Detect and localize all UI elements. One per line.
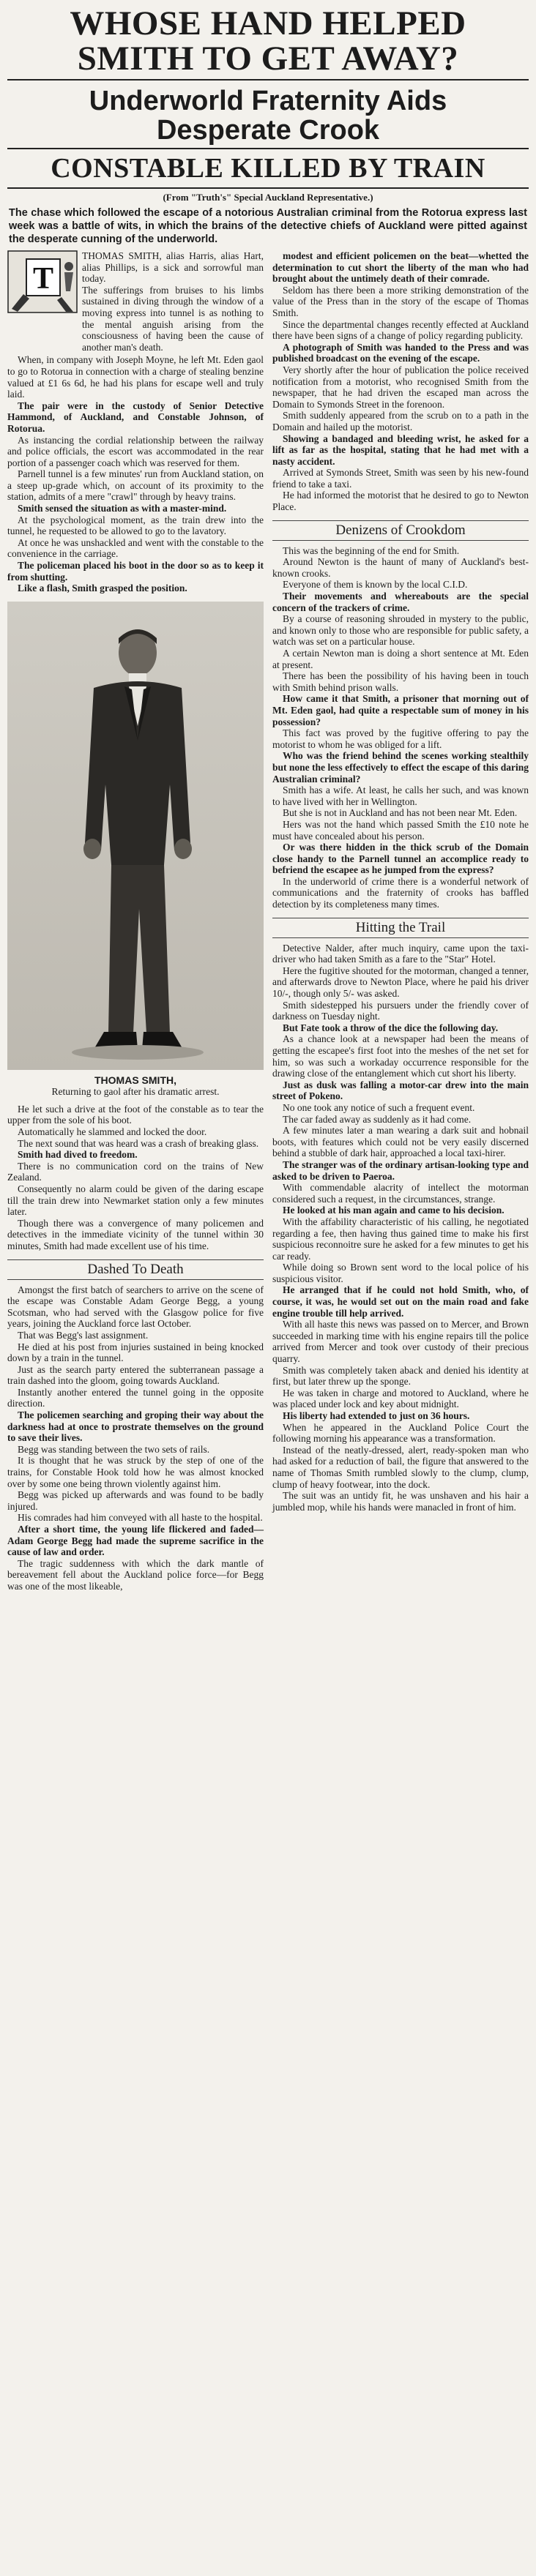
article-paragraph: Instantly another entered the tunnel going in the opposite direction. — [7, 1386, 264, 1409]
article-paragraph: Smith was completely taken aback and denied his identity at first, but later threw up the sponge. — [272, 1364, 529, 1388]
right-column-denizens-section — [272, 545, 529, 910]
third-headline: CONSTABLE KILLED BY TRAIN — [51, 153, 485, 184]
man-standing-illustration — [7, 602, 264, 1070]
left-column-paragraphs — [7, 354, 264, 594]
article-paragraph: Just as dusk was falling a motor-car drew into the main street of Pokeno. — [272, 1079, 529, 1102]
headline-line-1: WHOSE HAND HELPED — [70, 4, 466, 42]
article-paragraph: Smith sensed the situation as with a master-mind. — [18, 503, 227, 514]
article-paragraph: Their movements and whereabouts are the special concern of the trackers of crime. — [272, 591, 529, 613]
article-paragraph: By a course of reasoning shrouded in mystery to the public, and known only to those who are responsible for public safety, a watch was set on a particular house. — [272, 613, 529, 648]
article-paragraph: The stranger was of the ordinary artisan-looking type and asked to be driven to Paeroa. — [272, 1158, 529, 1182]
sub-headline — [7, 86, 529, 145]
article-paragraph: Very shortly after the hour of publication the police received notification from a motorist, who recognised Smith from the newspaper, that he had driven the escaped man across the Domain to Symonds Street in the forenoon. — [272, 364, 529, 410]
article-paragraph: His comrades had him conveyed with all haste to the hospital. — [18, 1512, 263, 1524]
article-paragraph: Around Newton is the haunt of many of Auckland's best-known crooks. — [272, 556, 529, 579]
article-paragraph: While doing so Brown sent word to the local police of his suspicious visitor. — [272, 1262, 529, 1284]
article-paragraph: A photograph of Smith was handed to the Press and was published broadcast on the evening of the escape. — [272, 341, 529, 364]
article-paragraph: No one took any notice of such a frequent event. — [283, 1101, 475, 1113]
article-paragraph: The car faded away as suddenly as it had come. — [283, 1113, 472, 1125]
article-paragraph: A few minutes later a man wearing a dark suit and hobnail boots, with features which could not be very easily discerned behind a stubble of dark hair, approached a local taxi-hirer. — [272, 1125, 529, 1159]
left-column-after-photo — [7, 1104, 264, 1252]
article-paragraph: Amongst the first batch of searchers to arrive on the scene of the escape was Constable Adam George Begg, a young Scotsman, who had served with the Glasgow police for five years, joining the Auckland force last October. — [7, 1284, 264, 1330]
article-paragraph: His liberty had extended to just on 36 hours. — [283, 1410, 470, 1421]
main-headline — [7, 6, 529, 76]
article-paragraph: He arranged that if he could not hold Smith, who, of course, it was, he would set out on the main road and fake engine trouble till help arrived. — [272, 1284, 529, 1319]
article-paragraph: Instead of the neatly-dressed, alert, ready-spoken man who had asked for a reduction of bail, the figure that answered to the name of Thomas Smith rumbled slowly to the clump, clump, clump of heavy footwear, into the dock. — [272, 1444, 529, 1490]
column-left — [7, 250, 264, 1592]
article-paragraph: A certain Newton man is doing a short sentence at Mt. Eden at present. — [272, 648, 529, 670]
article-paragraph: At the psychological moment, as the train drew into the tunnel, he requested to be allowed to go to the lavatory. — [7, 514, 264, 537]
article-paragraph: With commendable alacrity of intellect the motorman considered such a request, in the circumstances, strange. — [272, 1182, 529, 1205]
article-paragraph: With all haste this news was passed on to Mercer, and Brown succeeded in marking time with his engine repairs till the police arrived from Mercer and took over custody of their precious quarry. — [272, 1319, 529, 1365]
drop-cap-illustration — [7, 250, 78, 313]
article-paragraph: Like a flash, Smith grasped the position. — [18, 583, 187, 594]
subhead-hitting-the-trail: Hitting the Trail — [272, 918, 529, 938]
article-paragraph: The suit was an untidy fit, he was unshaven and his hair a jumbled mop, while his hands were manacled in front of him. — [272, 1490, 529, 1513]
left-column-dashed-section — [7, 1284, 264, 1592]
article-paragraph: But Fate took a throw of the dice the following day. — [283, 1022, 499, 1033]
article-paragraph: Automatically he slammed and locked the door. — [18, 1126, 207, 1137]
headline-rule — [7, 79, 529, 80]
article-paragraph: He had informed the motorist that he desired to go to Newton Place. — [272, 490, 529, 513]
article-paragraph: As instancing the cordial relationship between the railway and police officials, the escort was accommodated in the rear portion of a passenger coach which was reserved for them. — [7, 434, 264, 468]
article-paragraph: Everyone of them is known by the local C.I.D. — [283, 579, 468, 591]
article-paragraph: With the affability characteristic of his calling, he negotiated regarding a fee, then having thus gained time to make his first suspicious reconnoitre sure he asked for a few minutes to get his car ready. — [272, 1216, 529, 1262]
sub-headline-line-2: Desperate Crook — [156, 115, 380, 146]
article-paragraph: When he appeared in the Auckland Police Court the following morning his appearance was a transformation. — [272, 1421, 529, 1445]
article-paragraph: How came it that Smith, a prisoner that morning out of Mt. Eden gaol, had quite a respectable sum of money in his possession? — [272, 693, 529, 727]
article-paragraph: He let such a drive at the foot of the constable as to tear the upper from the sole of his boot. — [7, 1103, 264, 1126]
article-paragraph: Just as the search party entered the subterranean passage a train dashed into the gloom, going towards Auckland. — [7, 1363, 264, 1387]
article-paragraph: Showing a bandaged and bleeding wrist, he asked for a lift as far as the hospital, stating that he had met with a nasty accident. — [272, 433, 529, 467]
article-paragraph: In the underworld of crime there is a wonderful network of communications and the fraternity of crooks has baffled detection by its completeness many times. — [272, 875, 529, 910]
portrait-photo — [7, 602, 264, 1070]
article-paragraph: Here the fugitive shouted for the motorman, changed a tenner, and afterwards drove to Newton Place, where he paid his driver 10/-, though only 5/- was asked. — [272, 965, 529, 1000]
article-paragraph: Or was there hidden in the thick scrub of the Domain close handy to the Parnell tunnel an accomplice ready to befriend the escapee as he jumped from the express? — [272, 842, 529, 876]
byline: (From "Truth's" Special Auckland Representative.) — [163, 192, 373, 203]
article-paragraph: Arrived at Symonds Street, Smith was seen by his new-found friend to take a taxi. — [272, 467, 529, 490]
subhead-dashed-to-death: Dashed To Death — [7, 1259, 264, 1280]
article-paragraph: Detective Nalder, after much inquiry, came upon the taxi-driver who had taken Smith as a fare to the "Star" Hotel. — [272, 942, 529, 965]
article-paragraph: But she is not in Auckland and has not been near Mt. Eden. — [283, 807, 518, 819]
article-paragraph: He looked at his man again and came to his decision. — [283, 1205, 505, 1216]
article-paragraph: This fact was proved by the fugitive offering to pay the motorist to whom he was obliged for a lift. — [272, 727, 529, 750]
article-paragraph: Parnell tunnel is a few minutes' run from Auckland station, on a steep up-grade which, on account of its proximity to the station, admits of a mere "crawl" through by heavy trains. — [7, 468, 264, 503]
subhead-denizens-of-crookdom: Denizens of Crookdom — [272, 520, 529, 541]
article-paragraph: Begg was picked up afterwards and was found to be badly injured. — [7, 1489, 264, 1512]
standfirst: The chase which followed the escape of a notorious Australian criminal from the Rotorua express last week was a battle of wits, in which the brains of the detective chiefs of Auckland were pitted against the desperate cunning of the underworld. — [9, 207, 527, 245]
right-column-trail-section — [272, 943, 529, 1513]
article-paragraph: There is no communication cord on the trains of New Zealand. — [7, 1160, 264, 1183]
article-paragraph: At once he was unshackled and went with the constable to the convenience in the carriage. — [7, 536, 264, 560]
article-paragraph: That was Begg's last assignment. — [18, 1329, 149, 1341]
headline-line-2: SMITH TO GET AWAY? — [77, 40, 459, 78]
article-paragraph: As a chance look at a newspaper had been the means of getting the escapee's first foot into the meshes of the net set for him, so was such a workaday occurrence responsible for the drawing close of the entanglement which cut short his liberty. — [272, 1033, 529, 1079]
article-paragraph: Smith sidestepped his pursuers under the friendly cover of darkness on Tuesday night. — [272, 999, 529, 1022]
article-paragraph: He died at his post from injuries sustained in being knocked down by a train in the tunnel. — [7, 1341, 264, 1364]
article-paragraph: Who was the friend behind the scenes working stealthily but none the less effectively to effect the escape of this daring Australian criminal? — [272, 750, 529, 785]
article-paragraph: Consequently no alarm could be given of the daring escape till the train drew into Newmarket station only a few minutes later. — [7, 1183, 264, 1218]
article-paragraph: The sufferings from bruises to his limbs sustained in diving through the window of a moving express into tunnel is as nothing to the mental anguish arising from the consciousness of having been the cause of another man's death. — [82, 284, 264, 353]
article-paragraph: He was taken in charge and motored to Auckland, where he was placed under lock and key about midnight. — [272, 1387, 529, 1410]
article-paragraph: Smith had dived to freedom. — [18, 1149, 138, 1161]
drop-initial: T — [32, 262, 54, 296]
article-paragraph: Though there was a convergence of many policemen and detectives in the immediate vicinity of the tunnel within 30 minutes, Smith had made excellent use of his time. — [7, 1217, 264, 1251]
article-paragraph: It is thought that he was struck by the step of one of the trains, for Constable Hook told how he was almost knocked over by some one being thrown violently against him. — [7, 1455, 264, 1489]
article-paragraph: Seldom has there been a more striking demonstration of the value of the Press than in the story of the escape of Thomas Smith. — [272, 284, 529, 318]
drop-cap-block — [7, 250, 264, 353]
article-paragraph: There has been the possibility of his having been in touch with Smith behind prison walls. — [272, 670, 529, 693]
article-paragraph: The next sound that was heard was a crash of breaking glass. — [18, 1137, 259, 1149]
article-paragraph: Smith suddenly appeared from the scrub on to a path in the Domain and hailed up the motorist. — [272, 410, 529, 433]
article-paragraph: After a short time, the young life flickered and faded—Adam George Begg had made the supreme sacrifice in the cause of law and order. — [7, 1524, 264, 1558]
column-right — [272, 250, 529, 1592]
third-headline-rule — [7, 187, 529, 189]
opening-paragraphs — [82, 250, 264, 353]
photo-caption-text: Returning to gaol after his dramatic arrest. — [51, 1085, 220, 1097]
sub-headline-rule — [7, 148, 529, 149]
sub-headline-line-1: Underworld Fraternity Aids — [89, 86, 447, 116]
article-paragraph: THOMAS SMITH, alias Harris, alias Hart, alias Phillips, is a sick and sorrowful man today. — [82, 250, 264, 285]
article-paragraph: The policemen searching and groping their way about the darkness had at once to prostrate themselves on the ground to save their lives. — [7, 1409, 264, 1444]
article-paragraph: When, in company with Joseph Moyne, he left Mt. Eden gaol to go to Rotorua in connection with a charge of stealing benzine valued at £1 6s 6d, he had his plans for escape well and truly laid. — [7, 354, 264, 400]
right-column-paragraphs — [272, 250, 529, 513]
photo-caption-name: THOMAS SMITH, — [94, 1074, 176, 1086]
article-paragraph: Hers was not the hand which passed Smith the £10 note he must have concealed about his person. — [272, 818, 529, 842]
article-paragraph: Since the departmental changes recently effected at Auckland there have been signs of a change of policy regarding publicity. — [272, 318, 529, 342]
article-paragraph: The tragic suddenness with which the dark mantle of bereavement fell about the Auckland police force—for Begg was one of the most likeable, — [7, 1557, 264, 1592]
article-paragraph: The policeman placed his boot in the door so as to keep it from shutting. — [7, 560, 264, 583]
article-paragraph: Smith has a wife. At least, he calls her such, and was known to have lived with her in Wellington. — [272, 785, 529, 807]
article-paragraph: Begg was standing between the two sets of rails. — [18, 1443, 210, 1455]
article-paragraph: modest and efficient policemen on the beat—whetted the determination to cut short the liberty of the man who had brought about the untimely death of their comrade. — [272, 250, 529, 285]
article-columns — [7, 250, 529, 1592]
article-paragraph: This was the beginning of the end for Smith. — [283, 544, 460, 556]
article-paragraph: The pair were in the custody of Senior Detective Hammond, of Auckland, and Constable Johnson, of Rotorua. — [7, 400, 264, 434]
